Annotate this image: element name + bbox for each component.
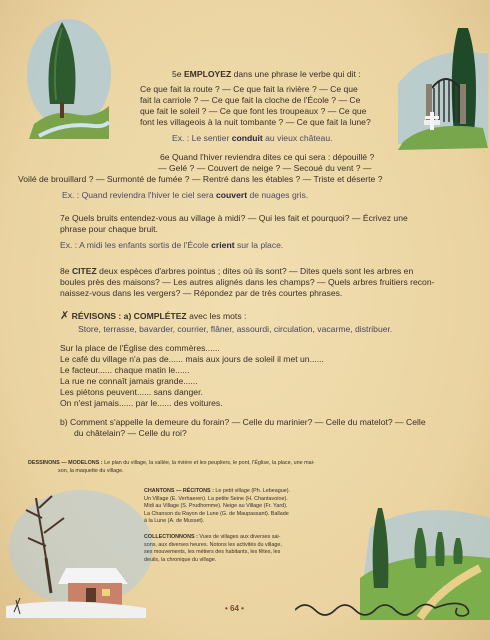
revisions-b-line: b) Comment s'appelle la demeure du forain? — Celle du marinier? — Celle du matelot? — Celle xyxy=(60,417,426,427)
collectionnons-title: COLLECTIONNONS : xyxy=(144,534,198,540)
section-7-line: phrase pour chaque bruit. xyxy=(60,224,158,234)
section-8 xyxy=(60,266,480,299)
collectionnons-line: deuils, la chronique du village. xyxy=(144,556,217,563)
section-8-line: 8e CITEZ deux espèces d'arbres pointus ; dites où ils sont? — Dites quels sont les arbres en xyxy=(60,266,414,276)
revisions-sentence: Sur la place de l'Église des commères...... xyxy=(60,343,220,353)
collectionnons-section: COLLECTIONNONS : Vues de villages aux diverses sai- sons, aux diverses heures. Notons les activités du village, ses mouvements, les métiers des habitants, les fêtes, les deuils, la chronique du village. xyxy=(144,534,374,564)
revisions-sentence: La rue ne connaît jamais grande...... xyxy=(60,376,198,386)
revisions-sentence: Le facteur...... chaque matin le...... xyxy=(60,365,190,375)
snake-decoration xyxy=(295,590,485,620)
collectionnons-line: sons, aux diverses heures. Notons les activités du village, xyxy=(144,541,282,548)
poplar-river-illustration xyxy=(14,14,114,144)
section-5-title: EMPLOYEZ xyxy=(183,69,232,79)
section-7 xyxy=(60,213,480,251)
revisions-sentence: Le café du village n'a pas de...... mais aux jours de soleil il met un...... xyxy=(60,354,324,364)
section-7-line: 7e Quels bruits entendez-vous au village à midi? — Qui les fait et pourquoi? — Écrivez une xyxy=(60,213,408,223)
section-5-title-rest: dans une phrase le verbe qui dit : xyxy=(233,69,361,79)
section-6 xyxy=(18,152,478,201)
revisions-section xyxy=(60,311,480,439)
revisions-sentence: Les piétons peuvent...... sans danger. xyxy=(60,387,203,397)
revisions-b-line: du châtelain? — Celle du roi? xyxy=(74,428,187,438)
section-5-number: 5e xyxy=(172,69,182,79)
dessinons-line: son, la maquette du village. xyxy=(58,467,124,474)
chantons-line: Un Village (E. Verhaeren). La petite Seine (H. Chantavoine). xyxy=(144,495,288,502)
section-6-example: Ex. : Quand reviendra l'hiver le ciel sera couvert de nuages gris. xyxy=(62,190,309,200)
section-5-line: Ce que fait la route ? — Ce que fait la rivière ? — Ce que xyxy=(140,84,358,94)
winter-house-illustration xyxy=(6,488,156,618)
section-8-line: boules près des maisons? — Les autres alignés dans les champs? — Quels arbres fruitiers recon- xyxy=(60,277,435,287)
chantons-line: La Chanson du Rayon de Lune (G. de Maupassant). Ballade xyxy=(144,510,289,517)
section-5-line: que fait le soleil ? — Ce que font les troupeaux ? — Ce que xyxy=(140,106,367,116)
cemetery-gate-illustration xyxy=(398,24,488,154)
revisions-words: Store, terrasse, bavarder, courrier, flâner, assourdi, circulation, vacarme, distribuer. xyxy=(78,324,393,334)
revisions-sentence: On n'est jamais...... par le...... des voitures. xyxy=(60,398,223,408)
chantons-section: CHANTONS — RÉCITONS : Le petit village (Ph. Lebeague). Un Village (E. Verhaeren). La petite Seine (H. Chantavoine). Midi au Village (S. Prudhomme). Neige au Village (Fr. Yard). La Chanson du Rayon de Lune (G. de Maupassant). Ballade à la Lune (A. de Musset). xyxy=(144,488,384,526)
collectionnons-line: ses mouvements, les métiers des habitants, les fêtes, les xyxy=(144,549,281,556)
page-number: • 64 • xyxy=(225,604,244,613)
dessinons-line: Le plan du village, la vallée, la rivière et les peupliers, le pont, l'Église, la place, une mai- xyxy=(104,460,315,466)
revisions-heading: ✗ RÉVISONS : a) COMPLÉTEZ avec les mots : xyxy=(60,310,247,322)
section-7-example: Ex. : A midi les enfants sortis de l'École crient sur la place. xyxy=(60,240,284,250)
dessinons-section xyxy=(28,460,478,475)
section-6-line: — Gelé ? — Couvert de neige ? — Secoué du vent ? — xyxy=(158,163,372,173)
section-5-line: font les villageois à la nuit tombante ? — Ce que fait la lune? xyxy=(140,117,371,127)
chantons-title: CHANTONS — RÉCITONS : xyxy=(144,488,214,494)
chantons-line: Midi au Village (S. Prudhomme). Neige au Village (Fr. Yard). xyxy=(144,503,288,510)
section-6-line: Voilé de brouillard ? — Surmonté de fumée ? — Rentré dans les étables ? — Triste et déserte ? xyxy=(18,174,383,184)
section-8-line: naissez-vous dans les vergers? — Répondez par de très courtes phrases. xyxy=(60,288,343,298)
chantons-line: à la Lune (A. de Musset). xyxy=(144,518,205,525)
section-6-line: 6e Quand l'hiver reviendra dites ce qui sera : dépouillé ? xyxy=(160,152,375,162)
section-5-line: fait la carriole ? — Ce que fait la cloche de l'École ? — Ce xyxy=(140,95,361,105)
section-5 xyxy=(140,69,400,144)
section-5-example: Ex. : Le sentier conduit au vieux château. xyxy=(172,133,333,143)
dessinons-title: DESSINONS — MODELONS : xyxy=(28,460,103,466)
